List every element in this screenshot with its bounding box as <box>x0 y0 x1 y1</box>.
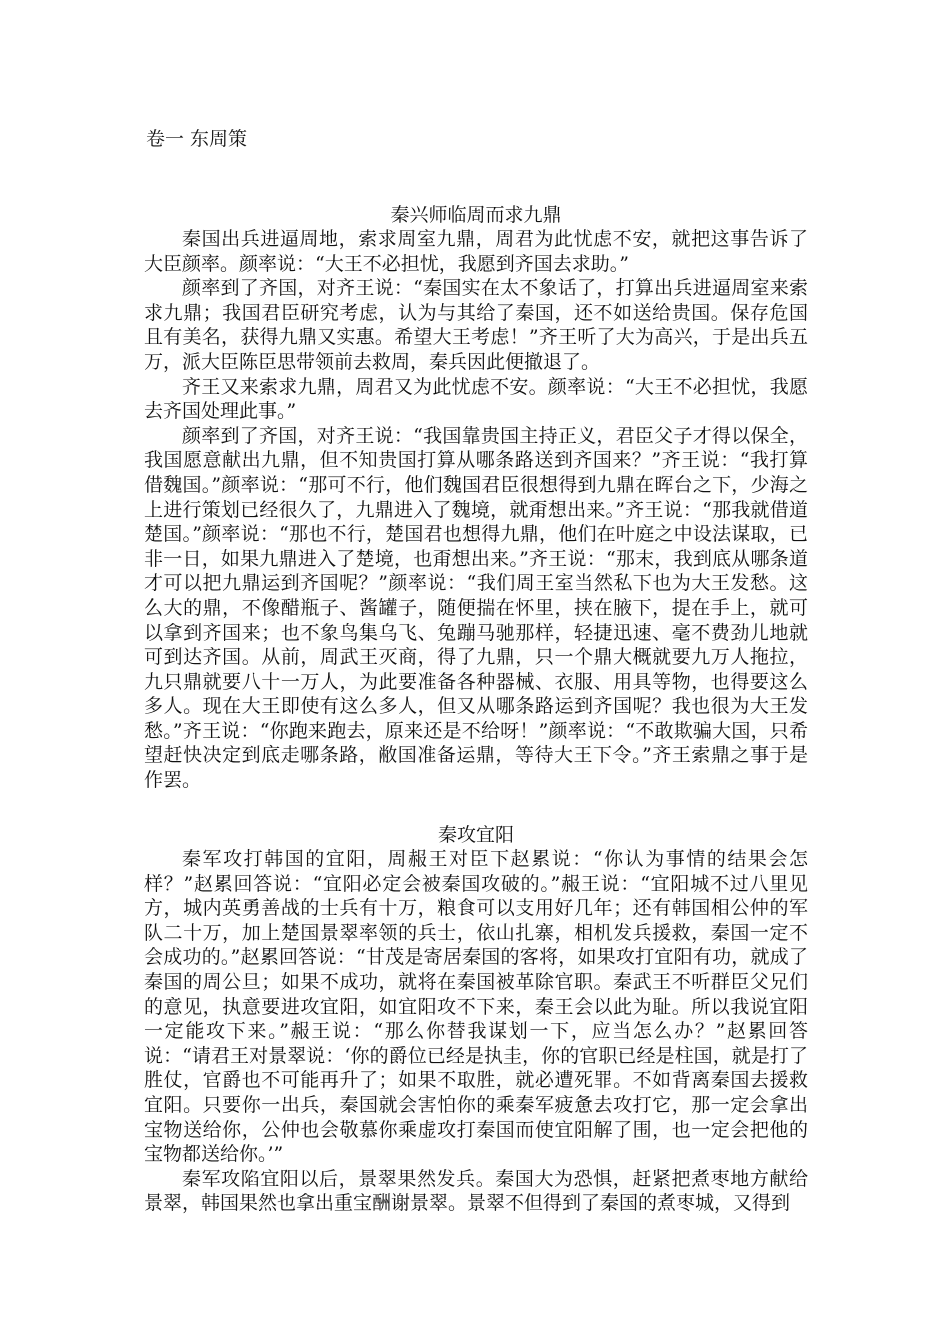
paragraph: 秦军攻陷宜阳以后，景翠果然发兵。秦国大为恐惧，赶紧把煮枣地方献给景翠，韩国果然也拿出重宝酬谢景翠。景翠不但得到了秦国的煮枣城，又得到 <box>144 1167 808 1215</box>
paragraph: 秦国出兵进逼周地，索求周室九鼎，周君为此忧虑不安，就把这事告诉了大臣颜率。颜率说：“大王不必担忧，我愿到齐国去求助。” <box>144 228 808 275</box>
paragraph: 颜率到了齐国，对齐王说：“秦国实在太不象话了，打算出兵进逼周室来索求九鼎；我国君臣研究考虑，认为与其给了秦国，还不如送给贵国。保存危国且有美名，获得九鼎又实惠。希望大王考虑！”齐王听了大为高兴，于是出兵五万，派大臣陈臣思带领前去救周，秦兵因此便撤退了。 <box>144 277 808 373</box>
paragraph: 颜率到了齐国，对齐王说：“我国靠贵国主持正义，君臣父子才得以保全，我国愿意献出九鼎，但不知贵国打算从哪条路送到齐国来？”齐王说：“我打算借魏国。”颜率说：“那可不行，他们魏国君臣很想得到九鼎在晖台之下，少海之上进行策划已经很久了，九鼎进入了魏境，就甭想出来。”齐王说：“那我就借道楚国。”颜率说：“那也不行，楚国君也想得九鼎，他们在叶庭之中设法谋取，已非一日，如果九鼎进入了楚境，也甭想出来。”齐王说：“那末，我到底从哪条道才可以把九鼎运到齐国呢？”颜率说：“我们周王室当然私下也为大王发愁。这么大的鼎，不像醋瓶子、酱罐子，随便揣在怀里，挟在腋下，提在手上，就可以拿到齐国来；也不象鸟集乌飞、兔蹦马驰那样，轻捷迅速、毫不费劲儿地就可到达齐国。从前，周武王灭商，得了九鼎，只一个鼎大概就要九万人拖拉，九只鼎就要八十一万人，为此要准备各种器械、衣服、用具等物，也得要这么多人。现在大王即使有这么多人，但又从哪条路运到齐国呢？我也很为大王发愁。”齐王说：“你跑来跑去，原来还是不给呀！”颜率说：“不敢欺骗大国，只希望赶快决定到底走哪条路，敝国准备运鼎，等待大王下令。”齐王索鼎之事于是作罢。 <box>144 424 808 792</box>
section-title: 秦兴师临周而求九鼎 <box>390 204 562 226</box>
section-title: 秦攻宜阳 <box>437 824 514 846</box>
section-qin-attacks-yiyang <box>144 823 808 1216</box>
paragraph: 秦军攻打韩国的宜阳，周赧王对臣下赵累说：“你认为事情的结果会怎样？”赵累回答说：“宜阳必定会被秦国攻破的。”赧王说：“宜阳城不过八里见方，城内英勇善战的士兵有十万，粮食可以支用好几年；还有韩国相公仲的军队二十万，加上楚国景翠率领的兵士，依山扎寨，相机发兵援救，秦国一定不会成功的。”赵累回答说：“甘茂是寄居秦国的客将，如果攻打宜阳有功，就成了秦国的周公旦；如果不成功，就将在秦国被革除官职。秦武王不听群臣父兄们的意见，执意要进攻宜阳，如宜阳攻不下来，秦王会以此为耻。所以我说宜阳一定能攻下来。”赧王说：“那么你替我谋划一下，应当怎么办？”赵累回答说：“请君王对景翠说：‘你的爵位已经是执圭，你的官职已经是柱国，就是打了胜仗，官爵也不可能再升了；如果不取胜，就必遭死罪。不如背离秦国去援救宜阳。只要你一出兵，秦国就会害怕你的乘秦军疲惫去攻打它，那一定会拿出宝物送给你，公仲也会敬慕你乘虚攻打秦国而使宜阳解了围，也一定会把他的宝物都送给你。’” <box>144 848 808 1166</box>
volume-title: 卷一 东周策 <box>146 128 248 150</box>
section-qin-seeks-nine-cauldrons <box>144 203 808 793</box>
paragraph: 齐王又来索求九鼎，周君又为此忧虑不安。颜率说：“大王不必担忧，我愿去齐国处理此事。” <box>144 375 808 423</box>
